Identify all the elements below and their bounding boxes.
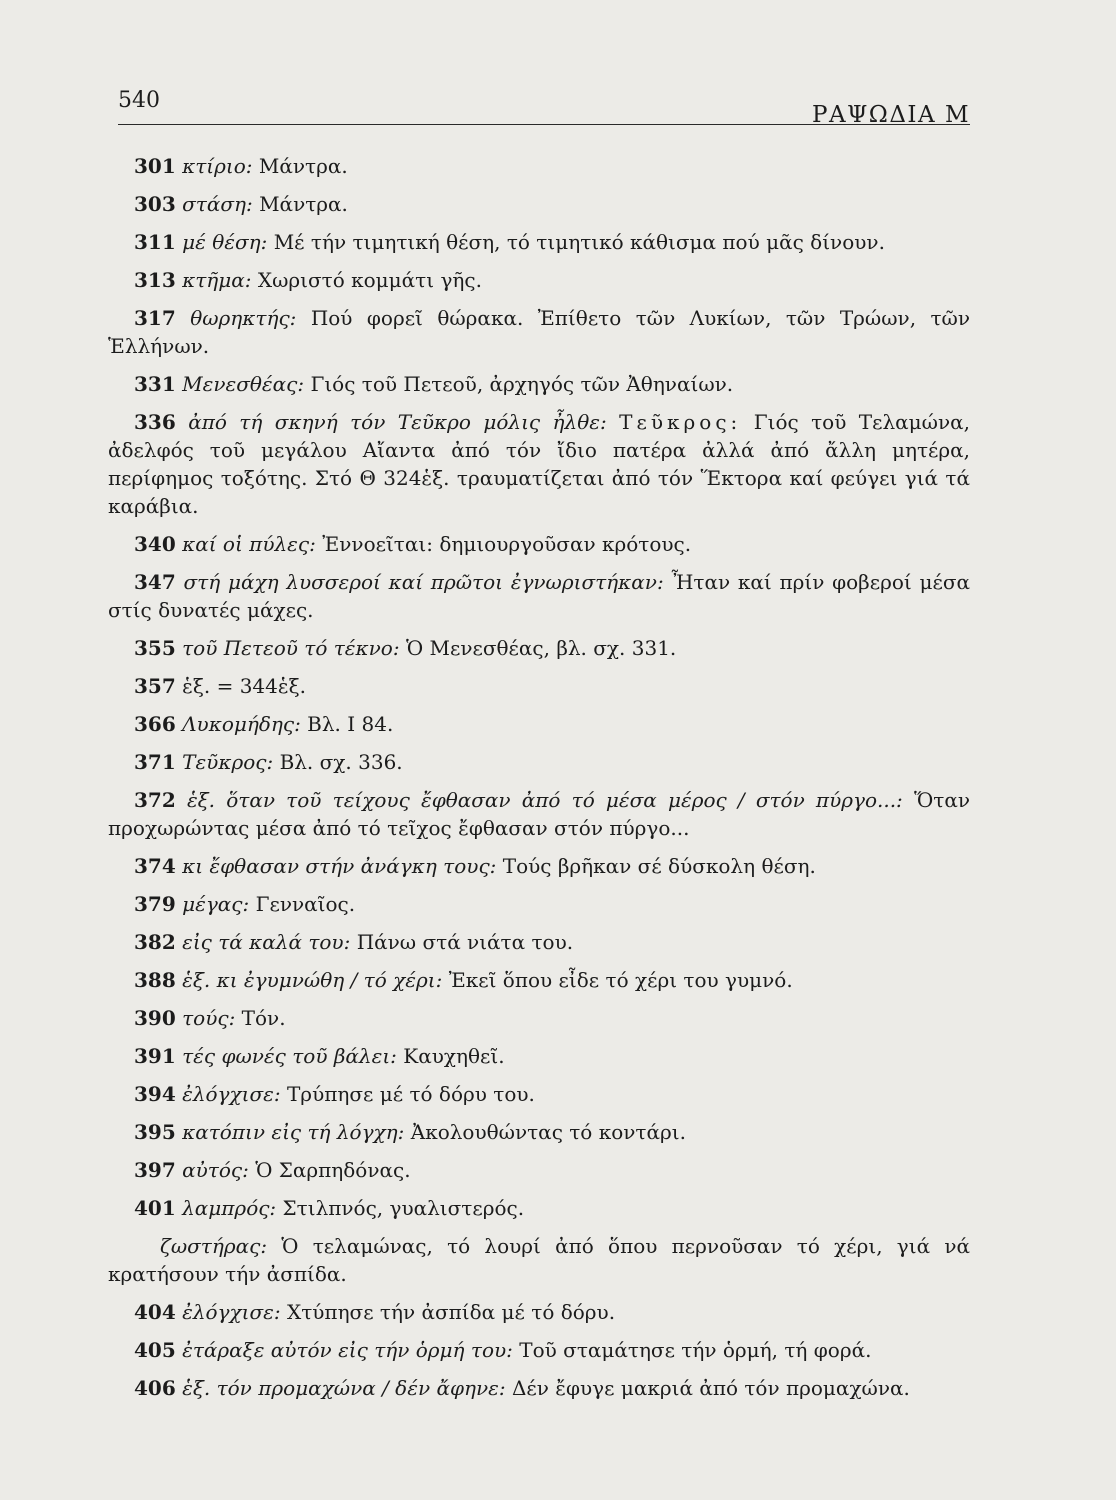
line-number: 406 bbox=[134, 1376, 176, 1400]
lemma: εἰς τά καλά του: bbox=[182, 930, 351, 954]
line-number: 404 bbox=[134, 1300, 176, 1324]
note-303 bbox=[108, 190, 970, 218]
lemma: κι ἔφθασαν στήν ἀνάγκη τους: bbox=[182, 854, 497, 878]
lemma: ἑξ. κι ἐγυμνώθη / τό χέρι: bbox=[182, 968, 443, 992]
line-number: 374 bbox=[134, 854, 176, 878]
lemma: θωρηκτής: bbox=[190, 306, 297, 330]
line-number: 388 bbox=[134, 968, 176, 992]
note-317 bbox=[108, 304, 970, 360]
note-382 bbox=[108, 928, 970, 956]
gloss: Γιός τοῦ Πετεοῦ, ἀρχηγός τῶν Ἀθηναίων. bbox=[310, 372, 734, 396]
line-number: 340 bbox=[134, 532, 176, 556]
lemma: ἐλόγχισε: bbox=[182, 1300, 281, 1324]
gloss: Πάνω στά νιάτα του. bbox=[356, 930, 574, 954]
lemma: κτίριο: bbox=[182, 154, 253, 178]
line-number: 391 bbox=[134, 1044, 176, 1068]
lemma: ἀπό τή σκηνή τόν Τεῦκρο μόλις ἦλθε: bbox=[188, 410, 607, 434]
gloss: Ὁ τελαμώνας, τό λουρί ἀπό ὅπου περνοῦσαν τό χέρι, γιά νά κρατήσουν τήν ἀσπίδα. bbox=[108, 1234, 971, 1286]
gloss: Τρύπησε μέ τό δόρυ του. bbox=[286, 1082, 535, 1106]
line-number: 371 bbox=[134, 750, 176, 774]
lemma: αὐτός: bbox=[182, 1158, 249, 1182]
line-number: 405 bbox=[134, 1338, 176, 1362]
gloss: Τόν. bbox=[241, 1006, 286, 1030]
line-number: 395 bbox=[134, 1120, 176, 1144]
line-number: 347 bbox=[134, 570, 176, 594]
line-number: 357 bbox=[134, 674, 176, 698]
note-347 bbox=[108, 568, 970, 624]
note-355 bbox=[108, 634, 970, 662]
lemma: τές φωνές τοῦ βάλει: bbox=[182, 1044, 397, 1068]
lemma: τούς: bbox=[182, 1006, 236, 1030]
line-number: 366 bbox=[134, 712, 176, 736]
line-number: 379 bbox=[134, 892, 176, 916]
note-311 bbox=[108, 228, 970, 256]
gloss: = 344ἑξ. bbox=[216, 674, 306, 698]
note-395 bbox=[108, 1118, 970, 1146]
gloss: Βλ. Ι 84. bbox=[307, 712, 394, 736]
line-number: 397 bbox=[134, 1158, 176, 1182]
line-number: 401 bbox=[134, 1196, 176, 1220]
note-340 bbox=[108, 530, 970, 558]
gloss: Χτύπησε τήν ἀσπίδα μέ τό δόρυ. bbox=[286, 1300, 616, 1324]
lemma: ἐλόγχισε: bbox=[182, 1082, 281, 1106]
gloss: Ἐννοεῖται: δημιουργοῦσαν κρότους. bbox=[322, 532, 692, 556]
gloss: Μάντρα. bbox=[259, 192, 348, 216]
note-336 bbox=[108, 408, 970, 520]
spaced-name: Τεῦκρος: bbox=[619, 410, 742, 434]
note-391 bbox=[108, 1042, 970, 1070]
lemma: κατόπιν εἰς τή λόγχη: bbox=[182, 1120, 405, 1144]
line-number: 382 bbox=[134, 930, 176, 954]
lemma: ἑξ. bbox=[182, 674, 211, 698]
line-number: 331 bbox=[134, 372, 176, 396]
note-366 bbox=[108, 710, 970, 738]
gloss: Μάντρα. bbox=[258, 154, 348, 178]
commentary-notes bbox=[108, 152, 970, 1412]
gloss: Ἐκεῖ ὅπου εἶδε τό χέρι του γυμνό. bbox=[448, 968, 793, 992]
note-404 bbox=[108, 1298, 970, 1326]
lemma: Λυκομήδης: bbox=[182, 712, 301, 736]
note-388 bbox=[108, 966, 970, 994]
line-number: 313 bbox=[134, 268, 176, 292]
gloss: Γιός τοῦ Τελαμώνα, ἀδελφός τοῦ μεγάλου Αἴαντα ἀπό τόν ἴδιο πατέρα ἀλλά ἀπό ἄλλη μητέρα, περίφημος τοξότης. Στό Θ 324ἑξ. τραυματίζεται ἀπό τόν Ἕκτορα καί φεύγει γιά τά καράβια. bbox=[108, 410, 971, 518]
line-number: 301 bbox=[134, 154, 176, 178]
note-394 bbox=[108, 1080, 970, 1108]
line-number: 317 bbox=[134, 306, 176, 330]
page-number: 540 bbox=[118, 88, 160, 113]
lemma: τοῦ Πετεοῦ τό τέκνο: bbox=[182, 636, 400, 660]
lemma: μέγας: bbox=[182, 892, 250, 916]
lemma: στάση: bbox=[182, 192, 253, 216]
lemma: κτῆμα: bbox=[182, 268, 252, 292]
gloss: Δέν ἔφυγε μακριά ἀπό τόν προμαχώνα. bbox=[511, 1376, 910, 1400]
note-379 bbox=[108, 890, 970, 918]
gloss: Ὅταν προχωρώντας μέσα ἀπό τό τεῖχος ἔφθασαν στόν πύργο... bbox=[108, 788, 971, 840]
line-number: 372 bbox=[134, 788, 176, 812]
line-number: 303 bbox=[134, 192, 176, 216]
gloss: Χωριστό κομμάτι γῆς. bbox=[257, 268, 482, 292]
line-number: 355 bbox=[134, 636, 176, 660]
gloss: Ὁ Μενεσθέας, βλ. σχ. 331. bbox=[405, 636, 677, 660]
running-title: ΡΑΨΩΔΙΑ Μ bbox=[812, 102, 970, 128]
lemma: ζωστήρας: bbox=[160, 1234, 268, 1258]
note-397 bbox=[108, 1156, 970, 1184]
gloss: Τούς βρῆκαν σέ δύσκολη θέση. bbox=[502, 854, 816, 878]
note-390 bbox=[108, 1004, 970, 1032]
gloss: Γενναῖος. bbox=[255, 892, 356, 916]
lemma: λαμπρός: bbox=[182, 1196, 277, 1220]
lemma: στή μάχη λυσσεροί καί πρῶτοι ἐγνωριστήκαν: bbox=[183, 570, 664, 594]
lemma: ἐτάραξε αὐτόν εἰς τήν ὁρμή του: bbox=[182, 1338, 513, 1362]
note-406 bbox=[108, 1374, 970, 1402]
note-401 bbox=[108, 1194, 970, 1222]
gloss: Τοῦ σταμάτησε τήν ὁρμή, τή φορά. bbox=[519, 1338, 872, 1362]
note-313 bbox=[108, 266, 970, 294]
note-372 bbox=[108, 786, 970, 842]
lemma: καί οἱ πύλες: bbox=[182, 532, 316, 556]
line-number: 336 bbox=[134, 410, 176, 434]
line-number: 390 bbox=[134, 1006, 176, 1030]
note-374 bbox=[108, 852, 970, 880]
note-405 bbox=[108, 1336, 970, 1364]
gloss: Ὁ Σαρπηδόνας. bbox=[255, 1158, 411, 1182]
gloss: Στιλπνός, γυαλιστερός. bbox=[282, 1196, 525, 1220]
lemma: μέ θέση: bbox=[182, 230, 268, 254]
gloss: Πού φορεῖ θώρακα. Ἐπίθετο τῶν Λυκίων, τῶν Τρώων, τῶν Ἑλλήνων. bbox=[108, 306, 971, 358]
note-371 bbox=[108, 748, 970, 776]
gloss: Βλ. σχ. 336. bbox=[279, 750, 403, 774]
gloss: Ἦταν καί πρίν φοβεροί μέσα στίς δυνατές μάχες. bbox=[108, 570, 971, 622]
page-header bbox=[118, 86, 970, 128]
note-301 bbox=[108, 152, 970, 180]
line-number: 311 bbox=[134, 230, 176, 254]
note-401-zostiras bbox=[108, 1232, 970, 1288]
line-number: 394 bbox=[134, 1082, 176, 1106]
lemma: ἑξ. τόν προμαχώνα / δέν ἄφηνε: bbox=[182, 1376, 506, 1400]
lemma: Μενεσθέας: bbox=[182, 372, 305, 396]
gloss: Μέ τήν τιμητική θέση, τό τιμητικό κάθισμα πού μᾶς δίνουν. bbox=[273, 230, 885, 254]
note-357 bbox=[108, 672, 970, 700]
gloss: Ἀκολουθώντας τό κοντάρι. bbox=[410, 1120, 686, 1144]
note-331 bbox=[108, 370, 970, 398]
lemma: ἑξ. ὅταν τοῦ τείχους ἔφθασαν ἀπό τό μέσα μέρος / στόν πύργο...: bbox=[186, 788, 903, 812]
gloss: Καυχηθεῖ. bbox=[403, 1044, 505, 1068]
lemma: Τεῦκρος: bbox=[182, 750, 274, 774]
